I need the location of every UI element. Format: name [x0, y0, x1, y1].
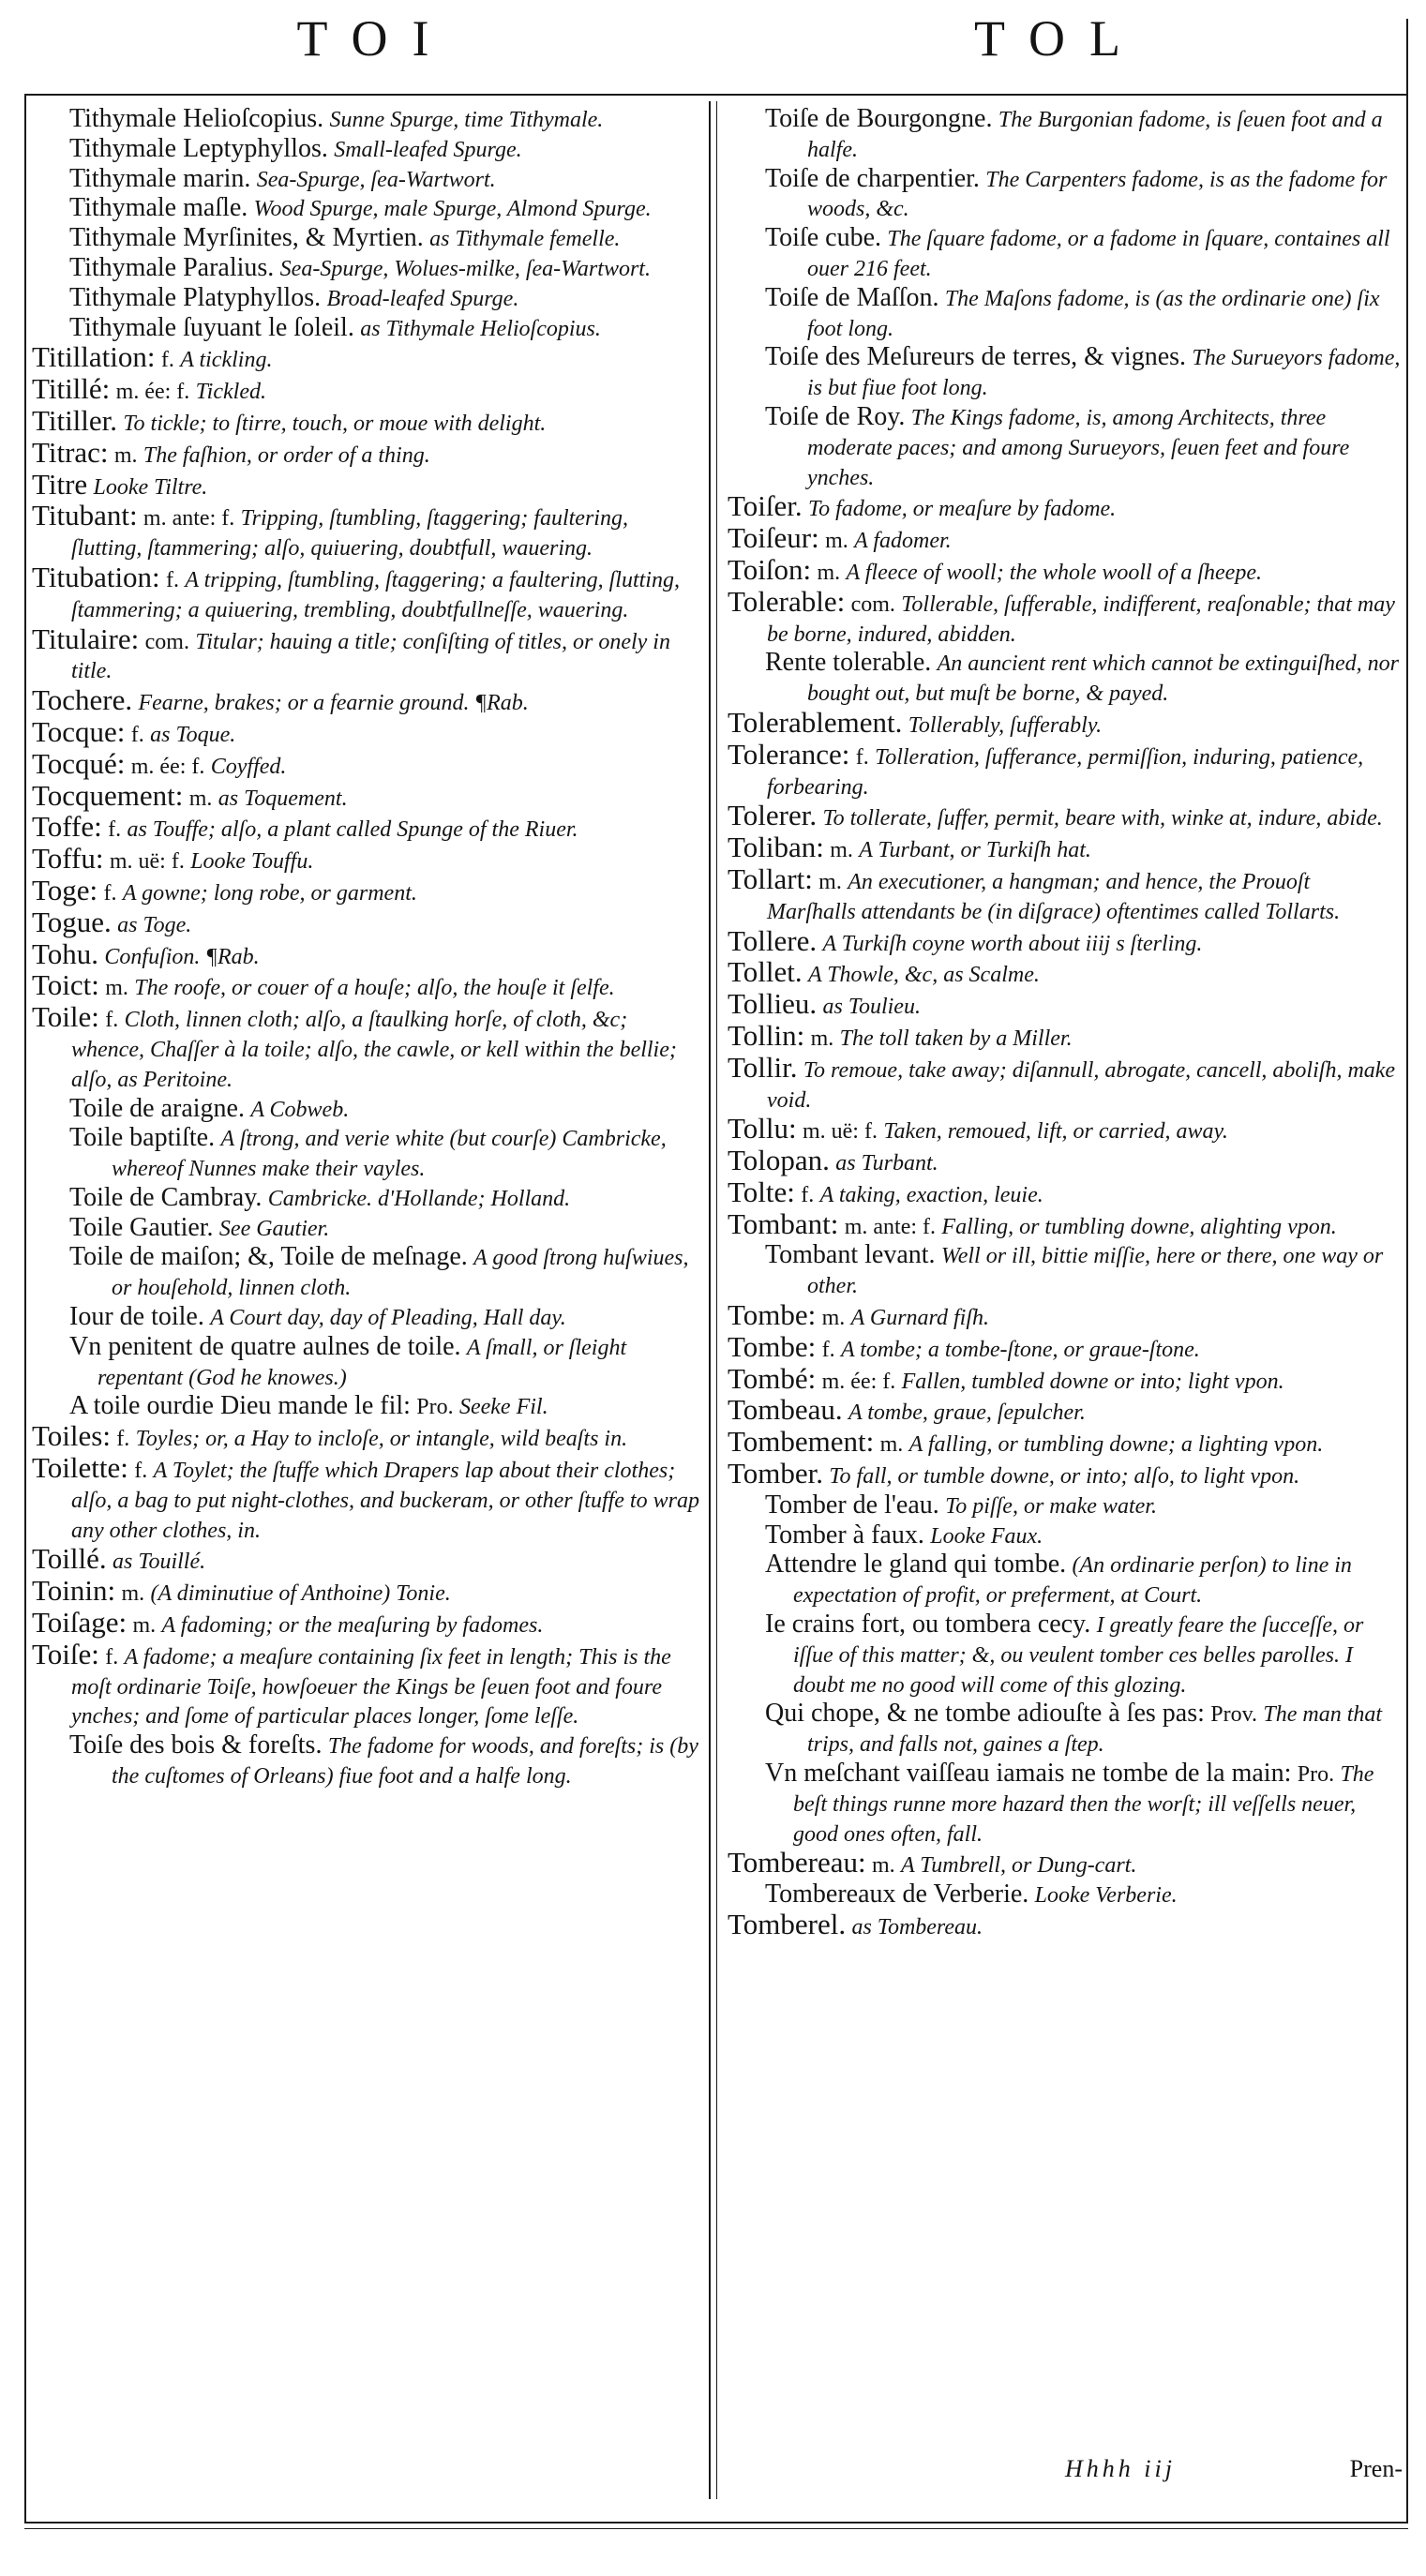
dictionary-entry	[728, 284, 1401, 344]
headword: Titre	[32, 467, 88, 501]
definition: Seeke Fil.	[458, 1395, 548, 1420]
headword: Toiſeur:	[728, 521, 819, 555]
dictionary-entry	[728, 1846, 1401, 1880]
headword: Attendre le gland qui tombe.	[765, 1550, 1067, 1580]
dictionary-entry	[728, 833, 1401, 865]
headword: Toffe:	[32, 810, 102, 844]
dictionary-entry	[728, 1610, 1401, 1700]
headword: Rente tolerable.	[765, 648, 932, 678]
definition: A tickling.	[180, 348, 273, 373]
definition: To tickle; to ſtirre, touch, or moue with delight.	[123, 411, 547, 436]
grammar-note: m.	[113, 442, 138, 468]
headword: Ie crains fort, ou tombera cecy.	[765, 1610, 1091, 1640]
footer-rule	[24, 2522, 1408, 2524]
definition: Fearne, brakes; or a fearnie ground. ¶Rab.	[138, 691, 529, 716]
definition: The Maſons fadome, is (as the ordinarie one) ſix foot long.	[807, 286, 1380, 341]
headword: Toillé.	[32, 1542, 107, 1576]
grammar-note: f.	[105, 1008, 119, 1033]
dictionary-entry	[728, 737, 1401, 802]
dictionary-entry	[728, 1018, 1401, 1054]
headword: Tollieu.	[728, 987, 818, 1021]
signature-mark: Hhhh iij	[1065, 2455, 1176, 2482]
headword: Tombereau:	[728, 1846, 866, 1880]
headword: Vn penitent de quatre aulnes de toile.	[69, 1331, 461, 1361]
dictionary-entry	[32, 622, 701, 687]
definition: To fall, or tumble downe, or into; alſo, to light vpon.	[829, 1464, 1300, 1490]
grammar-note: Pro.	[1297, 1762, 1335, 1788]
definition: (An ordinarie perſon) to line in expectation of profit, or preferment, at Court.	[793, 1553, 1352, 1609]
dictionary-entry	[728, 1425, 1401, 1460]
definition: A fadome; a meaſure containing ſix feet in length; This is the moſt ordinarie Toiſe, howſoeuer the Kings be ſeuen foot and foure ynches; and ſome of particular places longer, ſome leſſe.	[71, 1644, 671, 1730]
left-column	[32, 105, 701, 2520]
dictionary-entry	[728, 1550, 1401, 1610]
definition: Cloth, linnen cloth; alſo, a ſtaulking horſe, of cloth, &c; whence, Chaſſer à la toile; alſo, the cawle, or kell within the bellie; alſo, as Peritoine.	[71, 1008, 677, 1092]
definition: A Tumbrell, or Dung-cart.	[901, 1853, 1137, 1879]
headword: Vn meſchant vaiſſeau iamais ne tombe de la main:	[765, 1759, 1292, 1789]
definition: Wood Spurge, male Spurge, Almond Spurge.	[253, 197, 652, 222]
headword: Tollere.	[728, 923, 818, 957]
grammar-note: m.	[817, 560, 841, 585]
headword: Tomber à faux.	[765, 1520, 924, 1550]
definition: Sea-Spurge, Wolues-milke, ſea-Wartwort.	[279, 256, 651, 281]
dictionary-entry	[728, 1298, 1401, 1333]
headword: Tocqué:	[32, 746, 126, 780]
definition: The Kings fadome, is, among Architects, three moderate paces; and among Surueyors, ſeuen feet and foure ynches.	[807, 405, 1350, 490]
headword: Togue.	[32, 905, 112, 938]
dictionary-entry	[728, 1241, 1401, 1301]
definition: Sea-Spurge, ſea-Wartwort.	[256, 167, 496, 192]
headword: Tombant:	[728, 1206, 839, 1240]
headword: Toile:	[32, 1000, 99, 1034]
grammar-note: Prov.	[1210, 1702, 1258, 1728]
headword: Tollir.	[728, 1050, 798, 1084]
definition: as Toque.	[150, 722, 236, 747]
dictionary-entry	[32, 1095, 701, 1125]
definition: as Toquement.	[218, 786, 348, 811]
grammar-note: m. uë: f.	[109, 849, 185, 875]
definition: An executioner, a hangman; and hence, the Prouoſt Marſhalls attendants be (in diſgrace) oftentimes called Tollarts.	[767, 869, 1341, 924]
dictionary-entry	[32, 1542, 701, 1577]
definition: A falling, or tumbling downe; a lighting vpon.	[908, 1432, 1324, 1458]
headword: Toiſe de Bourgongne.	[765, 105, 993, 133]
definition: The Surueyors fadome, is but fiue foot long.	[807, 346, 1401, 401]
dictionary-entry	[728, 649, 1401, 709]
headword: Tombereaux de Verberie.	[765, 1880, 1029, 1910]
definition: A tripping, ſtumbling, ſtaggering; a faultering, ſlutting, ſtammering; a quiuering, trembling, doubtfullneſſe, wauering.	[71, 567, 680, 622]
dictionary-entry	[32, 746, 701, 782]
dictionary-entry	[32, 284, 701, 314]
definition: Falling, or tumbling downe, alighting vpon.	[941, 1214, 1337, 1239]
dictionary-entry	[32, 1000, 701, 1094]
headword: Tollu:	[728, 1112, 797, 1146]
definition: Well or ill, bittie miſſie, here or there, one way or other.	[807, 1244, 1384, 1299]
definition: A ſtrong, and verie white (but courſe) Cambricke, whereof Nunnes make their vayles.	[112, 1127, 667, 1182]
definition: as Turbant.	[835, 1151, 938, 1176]
definition: as Tombereau.	[851, 1915, 983, 1940]
definition: Fallen, tumbled downe or into; light vpon.	[901, 1369, 1284, 1394]
definition: Taken, remoued, lift, or carried, away.	[883, 1119, 1228, 1145]
headword: Toliban:	[728, 831, 824, 864]
grammar-note: m. ante: f.	[143, 506, 235, 532]
dictionary-entry	[728, 1457, 1401, 1491]
headword: Tohu.	[32, 936, 99, 970]
headword: Tithymale Paralius.	[69, 252, 275, 282]
headword: Tolerer.	[728, 799, 818, 832]
definition: A good ſtrong huſwiues, or houſehold, linnen cloth.	[112, 1246, 689, 1301]
dictionary-entry	[32, 905, 701, 940]
dictionary-entry	[728, 1112, 1401, 1146]
dictionary-entry	[728, 403, 1401, 492]
grammar-note: m. ée: f.	[115, 380, 190, 405]
right-column	[728, 105, 1401, 2454]
column-divider-inner	[716, 101, 717, 2499]
headword: Toiſon:	[728, 552, 812, 586]
definition: A Toylet; the ſtuffe which Drapers lap about their clothes; alſo, a bag to put night-clothes, and buckeram, or other ſtuffe to wrap any other clothes, in.	[71, 1459, 699, 1543]
footer-rule-thin	[24, 2528, 1408, 2529]
grammar-note: m.	[830, 838, 853, 863]
headword: Qui chope, & ne tombe adiouſte à ſes pas:	[765, 1699, 1205, 1729]
headword: Tolopan.	[728, 1144, 830, 1177]
dictionary-entry	[728, 861, 1401, 927]
dictionary-entry	[728, 552, 1401, 588]
headword: Toilette:	[32, 1451, 128, 1485]
dictionary-entry	[728, 1175, 1401, 1210]
headword: Toiſer.	[728, 489, 803, 523]
headword: Tomber de l'eau.	[765, 1490, 939, 1520]
dictionary-entry	[32, 778, 701, 814]
dictionary-entry	[32, 105, 701, 135]
definition: A gowne; long robe, or garment.	[122, 880, 417, 906]
dictionary-entry	[728, 1206, 1401, 1242]
definition: Tolleration, ſufferance, permiſſion, induring, patience, forbearing.	[767, 744, 1364, 800]
dictionary-entry	[32, 435, 701, 471]
dictionary-entry	[32, 1333, 701, 1393]
headword: Titubant:	[32, 499, 138, 532]
definition: (A diminutiue of Anthoine) Tonie.	[150, 1581, 451, 1607]
grammar-note: f.	[130, 722, 144, 747]
headword: Tithymale marin.	[69, 163, 251, 193]
headword: Toiſe des Meſureurs de terres, & vignes.	[765, 342, 1187, 372]
dictionary-entry	[728, 343, 1401, 403]
definition: as Touillé.	[112, 1550, 206, 1575]
headword: Tithymale Helioſcopius.	[69, 105, 324, 133]
headword: Tombeau.	[728, 1393, 843, 1427]
headword: Titillé:	[32, 372, 111, 406]
headword: Titillation:	[32, 340, 156, 374]
grammar-note: f.	[821, 1337, 835, 1362]
running-head-left: TOI	[296, 10, 454, 67]
grammar-note: Pro.	[416, 1395, 454, 1420]
definition: The Carpenters fadome, is as the fadome for woods, &c.	[807, 167, 1388, 222]
grammar-note: m.	[105, 976, 128, 1001]
dictionary-entry	[728, 987, 1401, 1022]
grammar-note: f.	[134, 1459, 148, 1484]
definition: Sunne Spurge, time Tithymale.	[329, 108, 604, 132]
dictionary-entry	[728, 1760, 1401, 1849]
grammar-note: m.	[879, 1432, 904, 1458]
grammar-note: f.	[160, 348, 174, 373]
headword: A toile ourdie Dieu mande le fil:	[69, 1391, 411, 1421]
headword: Toile Gautier.	[69, 1212, 214, 1242]
definition: Tollerable, ſufferable, indifferent, reaſonable; that may be borne, indured, abidden.	[767, 592, 1395, 647]
running-head-right: TOL	[974, 10, 1145, 67]
definition: A Gurnard fiſh.	[850, 1306, 990, 1331]
headword: Titulaire:	[32, 622, 140, 655]
definition: Looke Tiltre.	[93, 474, 208, 500]
grammar-note: f.	[855, 744, 869, 770]
dictionary-entry	[728, 1521, 1401, 1551]
headword: Toile baptiſte.	[69, 1123, 216, 1153]
definition: To fadome, or meaſure by fadome.	[807, 497, 1117, 522]
dictionary-entry	[32, 968, 701, 1003]
dictionary-entry	[32, 403, 701, 439]
dictionary-entry	[32, 1243, 701, 1303]
definition: Small-leafed Spurge.	[334, 137, 522, 162]
dictionary-entry	[728, 584, 1401, 650]
headword: Tollart:	[728, 861, 813, 895]
definition: The roofe, or couer of a houſe; alſo, the houſe it ſelfe.	[134, 976, 615, 1001]
definition: A fadomer.	[854, 529, 952, 554]
headword: Toile de maiſon; &, Toile de meſnage.	[69, 1242, 468, 1272]
dictionary-entry	[32, 1124, 701, 1184]
dictionary-entry	[728, 1329, 1401, 1365]
headword: Tithymale Platyphyllos.	[69, 282, 322, 312]
dictionary-entry	[32, 1392, 701, 1422]
headword: Tombant levant.	[765, 1240, 936, 1270]
headword: Toict:	[32, 968, 99, 1002]
grammar-note: m. ée: f.	[821, 1369, 896, 1394]
definition: A Cobweb.	[250, 1097, 350, 1122]
definition: A Turkiſh coyne worth about iiij s ſterling.	[822, 931, 1203, 956]
headword: Toiſe:	[32, 1637, 99, 1670]
definition: The Burgonian fadome, is ſeuen foot and a halfe.	[807, 108, 1383, 162]
dictionary-entry	[728, 1393, 1401, 1428]
dictionary-entry	[32, 810, 701, 845]
definition: The ſquare fadome, or a fadome in ſquare, containes all ouer 216 feet.	[807, 227, 1390, 281]
headword: Tithymale Leptyphyllos.	[69, 133, 328, 163]
grammar-note: m. uë: f.	[802, 1119, 878, 1145]
frame-left-rule	[24, 94, 26, 2522]
headword: Toiles:	[32, 1419, 111, 1453]
headword: Tolerable:	[728, 584, 846, 618]
headword: Toiſe des bois & foreſts.	[69, 1730, 323, 1760]
definition: The faſhion, or order of a thing.	[143, 442, 430, 468]
definition: Looke Faux.	[930, 1523, 1043, 1549]
headword: Tochere.	[32, 683, 133, 717]
headword: Iour de toile.	[69, 1302, 204, 1332]
headword: Tolerablement.	[728, 705, 903, 739]
dictionary-entry	[32, 135, 701, 165]
dictionary-entry	[32, 1184, 701, 1214]
headword: Titrac:	[32, 435, 109, 469]
definition: A fleece of wooll; the whole wooll of a ſheepe.	[846, 560, 1262, 585]
dictionary-entry	[32, 165, 701, 195]
grammar-note: f.	[105, 1644, 119, 1670]
definition: Looke Verberie.	[1034, 1883, 1178, 1909]
definition: Coyffed.	[210, 754, 287, 779]
dictionary-entry	[32, 340, 701, 375]
headword: Toile de Cambray.	[69, 1182, 263, 1212]
headword: Titubation:	[32, 560, 160, 593]
headword: Tithymale Myrſinites, & Myrtien.	[69, 223, 424, 253]
dictionary-entry	[728, 955, 1401, 990]
dictionary-entry	[32, 1303, 701, 1333]
grammar-note: m.	[188, 786, 213, 811]
column-divider	[709, 101, 711, 2499]
grammar-note: m.	[825, 529, 848, 554]
dictionary-entry	[728, 705, 1401, 741]
definition: The man that trips, and falls not, gaines a ſtep.	[807, 1702, 1383, 1758]
dictionary-entry	[32, 372, 701, 407]
dictionary-entry	[32, 314, 701, 344]
dictionary-entry	[32, 936, 701, 972]
headword: Tocque:	[32, 714, 126, 748]
dictionary-entry	[32, 1419, 701, 1454]
headword: Toiſe cube.	[765, 223, 881, 253]
definition: I greatly feare the ſucceſſe, or iſſue of this matter; &, ou veulent tomber ces belles parolles. I doubt me no good will come of this glozing.	[793, 1613, 1364, 1698]
grammar-note: m. ée: f.	[130, 754, 205, 779]
definition: See Gautier.	[218, 1216, 330, 1241]
definition: Broad-leafed Spurge.	[326, 286, 519, 311]
grammar-note: f.	[108, 817, 122, 843]
grammar-note: m.	[818, 869, 842, 894]
headword: Toiſage:	[32, 1606, 128, 1640]
headword: Tithymale ſuyuant le ſoleil.	[69, 312, 354, 342]
dictionary-entry	[728, 1880, 1401, 1910]
definition: A Court day, day of Pleading, Hall day.	[210, 1306, 566, 1331]
headword: Titiller.	[32, 403, 118, 437]
dictionary-entry	[728, 224, 1401, 284]
definition: Toyles; or, a Hay to incloſe, or intangle, wild beaſts in.	[135, 1427, 628, 1452]
grammar-note: f.	[103, 880, 117, 906]
definition: A taking, exaction, leuie.	[819, 1182, 1043, 1207]
grammar-note: f.	[801, 1182, 815, 1207]
dictionary-entry	[32, 1637, 701, 1731]
definition: as Tithymale Helioſcopius.	[360, 316, 601, 341]
dictionary-entry	[728, 1491, 1401, 1521]
dictionary-entry	[32, 1574, 701, 1609]
headword: Toiſe de Roy.	[765, 401, 906, 431]
dictionary-entry	[32, 714, 701, 750]
dictionary-entry	[32, 224, 701, 254]
dictionary-entry	[32, 499, 701, 563]
headword: Tombe:	[728, 1298, 817, 1332]
definition: Cambricke. d'Hollande; Holland.	[267, 1186, 571, 1211]
definition: Titular; hauing a title; conſiſting of titles, or onely in title.	[71, 629, 670, 684]
definition: A tombe; a tombe-ſtone, or graue-ſtone.	[840, 1337, 1200, 1362]
dictionary-entry	[728, 521, 1401, 556]
dictionary-entry	[728, 489, 1401, 524]
dictionary-entry	[32, 1606, 701, 1640]
grammar-note: m.	[871, 1853, 895, 1879]
dictionary-entry	[32, 467, 701, 502]
headword: Tombé:	[728, 1361, 817, 1395]
dictionary-entry	[32, 254, 701, 284]
definition: To piſſe, or make water.	[945, 1493, 1157, 1519]
definition: Confuſion. ¶Rab.	[104, 944, 260, 969]
grammar-note: m.	[810, 1026, 834, 1051]
dictionary-entry	[32, 1731, 701, 1791]
dictionary-entry	[728, 1700, 1401, 1760]
dictionary-entry	[728, 1146, 1401, 1178]
headword: Tolte:	[728, 1175, 795, 1208]
headword: Tombe:	[728, 1329, 817, 1363]
headword: Toile de araigne.	[69, 1093, 245, 1123]
grammar-note: m.	[121, 1581, 145, 1607]
definition: To remoue, take away; diſannull, abrogate, cancell, aboliſh, make void.	[767, 1057, 1396, 1113]
headword: Tombement:	[728, 1425, 875, 1459]
dictionary-entry	[728, 165, 1401, 225]
headword: Tollet.	[728, 955, 803, 989]
grammar-note: m.	[132, 1613, 157, 1639]
dictionary-entry	[728, 1910, 1401, 1942]
dictionary-entry	[32, 560, 701, 625]
dictionary-entry	[32, 842, 701, 876]
grammar-note: com.	[144, 629, 189, 654]
headword: Tolerance:	[728, 737, 850, 771]
headword: Toffu:	[32, 842, 104, 876]
catchword: Pren-	[1349, 2455, 1403, 2482]
definition: as Toge.	[117, 912, 192, 937]
dictionary-entry	[32, 683, 701, 718]
headword: Tithymale maſle.	[69, 193, 248, 223]
headword: Tollin:	[728, 1018, 805, 1052]
definition: A fadoming; or the meaſuring by fadomes.	[161, 1613, 544, 1639]
headword: Toge:	[32, 873, 98, 906]
grammar-note: f.	[116, 1427, 130, 1452]
dictionary-entry	[32, 1451, 701, 1545]
headword: Tomberel.	[728, 1908, 847, 1941]
headword: Toiſe de charpentier.	[765, 163, 980, 193]
dictionary-entry	[728, 801, 1401, 833]
dictionary-entry	[728, 1050, 1401, 1116]
definition: The toll taken by a Miller.	[839, 1026, 1073, 1051]
definition: The beſt things runne more hazard then the worſt; ill veſſells neuer, good ones often, fall.	[793, 1762, 1374, 1847]
grammar-note: com.	[850, 592, 895, 617]
grammar-note: m. ante: f.	[844, 1214, 937, 1239]
definition: A ſmall, or ſleight repentant (God he knowes.)	[98, 1335, 627, 1390]
definition: An auncient rent which cannot be extinguiſhed, nor bought out, but muſt be borne, & payed.	[807, 651, 1399, 707]
headword: Toiſe de Maſſon.	[765, 282, 939, 312]
headword: Toinin:	[32, 1574, 116, 1608]
definition: as Toulieu.	[822, 995, 921, 1020]
frame-right-rule	[1406, 19, 1408, 2522]
dictionary-entry	[32, 873, 701, 908]
dictionary-entry	[32, 194, 701, 224]
dictionary-entry	[32, 1214, 701, 1244]
dictionary-entry	[728, 1361, 1401, 1397]
dictionary-entry	[728, 923, 1401, 959]
definition: Tickled.	[195, 380, 266, 405]
definition: A Turbant, or Turkiſh hat.	[859, 838, 1091, 863]
grammar-note: m.	[821, 1306, 846, 1331]
definition: Tripping, ſtumbling, ſtaggering; faultering, ſlutting, ſtammering; alſo, quiuering, doubtfull, wauering.	[71, 506, 628, 562]
headword: Tomber.	[728, 1457, 824, 1490]
definition: Tollerably, ſufferably.	[908, 712, 1103, 738]
definition: The fadome for woods, and foreſts; is (by the cuſtomes of Orleans) fiue foot and a halfe long.	[112, 1734, 698, 1790]
definition: A Thowle, &c, as Scalme.	[807, 963, 1040, 988]
definition: Looke Touffu.	[190, 849, 314, 875]
dictionary-entry	[728, 105, 1401, 165]
grammar-note: f.	[166, 567, 180, 592]
definition: A tombe, graue, ſepulcher.	[848, 1400, 1086, 1426]
header-rule	[26, 94, 1408, 96]
headword: Tocquement:	[32, 778, 184, 812]
definition: as Touffe; alſo, a plant called Spunge of the Riuer.	[127, 817, 578, 843]
definition: To tollerate, ſuffer, permit, beare with, winke at, indure, abide.	[822, 806, 1383, 831]
definition: as Tithymale femelle.	[429, 227, 621, 252]
